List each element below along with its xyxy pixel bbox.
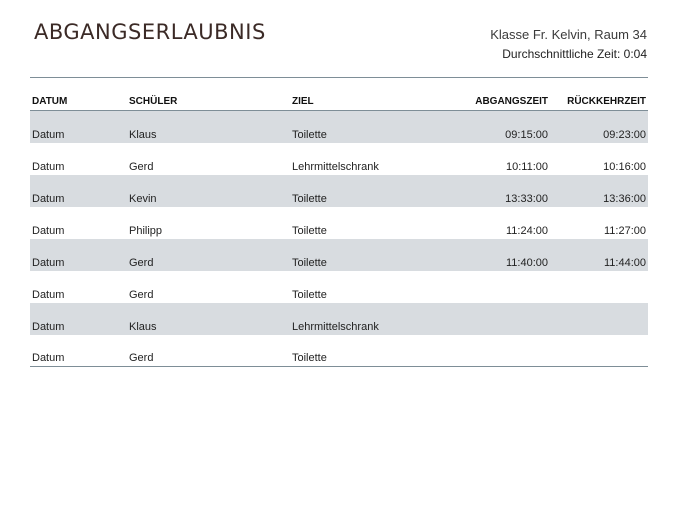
cell-return[interactable]: 09:23:00	[550, 111, 648, 143]
cell-destination[interactable]: Toilette	[290, 335, 430, 367]
table-header-row	[30, 93, 648, 111]
cell-destination[interactable]: Lehrmittelschrank	[290, 303, 430, 335]
average-time	[502, 47, 647, 61]
cell-student[interactable]: Gerd	[127, 335, 290, 367]
cell-departure[interactable]: 11:24:00	[505, 224, 548, 237]
cell-student[interactable]: Gerd	[127, 239, 290, 271]
cell-departure[interactable]: 13:33:00	[430, 175, 550, 207]
cell-student[interactable]: Philipp	[129, 224, 163, 237]
cell-return[interactable]	[550, 303, 648, 335]
class-info: Klasse Fr. Kelvin, Raum 34	[490, 27, 647, 42]
cell-destination[interactable]: Toilette	[290, 175, 430, 207]
table-row	[30, 303, 648, 335]
cell-date[interactable]: Datum	[32, 160, 65, 173]
cell-return[interactable]: 10:16:00	[603, 160, 646, 173]
cell-date[interactable]: Datum	[30, 111, 127, 143]
cell-return[interactable]	[550, 271, 648, 303]
cell-return[interactable]: 11:44:00	[550, 239, 648, 271]
cell-destination[interactable]: Lehrmittelschrank	[292, 160, 379, 173]
cell-destination[interactable]: Toilette	[290, 111, 430, 143]
table-row	[30, 335, 648, 367]
cell-departure[interactable]: 11:40:00	[430, 239, 550, 271]
cell-date[interactable]: Datum	[30, 335, 127, 367]
cell-return[interactable]: 13:36:00	[550, 175, 648, 207]
column-header-student[interactable]: SCHÜLER	[127, 93, 290, 111]
cell-student[interactable]: Klaus	[127, 111, 290, 143]
page-title: ABGANGSERLAUBNIS	[34, 20, 266, 44]
cell-destination[interactable]: Toilette	[290, 239, 430, 271]
cell-student[interactable]: Klaus	[127, 303, 290, 335]
table-row	[30, 239, 648, 271]
cell-student[interactable]: Gerd	[129, 160, 154, 173]
cell-return[interactable]: 11:27:00	[603, 224, 646, 237]
cell-departure[interactable]	[430, 271, 550, 303]
table-row	[30, 111, 648, 143]
cell-student[interactable]: Kevin	[127, 175, 290, 207]
table-row	[30, 143, 648, 175]
cell-departure[interactable]	[430, 303, 550, 335]
table-row	[30, 175, 648, 207]
average-time-label: Durchschnittliche Zeit:	[502, 47, 621, 61]
cell-departure[interactable]: 09:15:00	[430, 111, 550, 143]
header-divider	[30, 77, 648, 78]
table-row	[30, 207, 648, 239]
cell-student[interactable]: Gerd	[129, 288, 154, 301]
cell-date[interactable]: Datum	[32, 224, 65, 237]
cell-return[interactable]	[550, 335, 648, 367]
cell-destination[interactable]: Toilette	[292, 288, 327, 301]
average-time-value: 0:04	[623, 47, 647, 61]
column-header-departure[interactable]: ABGANGSZEIT	[430, 93, 550, 111]
column-header-return[interactable]: RÜCKKEHRZEIT	[550, 93, 648, 111]
table-row	[30, 271, 648, 303]
cell-date[interactable]: Datum	[30, 239, 127, 271]
cell-date[interactable]: Datum	[30, 175, 127, 207]
cell-departure[interactable]: 10:11:00	[505, 160, 548, 173]
hall-pass-table	[30, 93, 648, 367]
cell-date[interactable]: Datum	[30, 303, 127, 335]
cell-departure[interactable]	[430, 335, 550, 367]
column-header-date[interactable]: DATUM	[30, 93, 127, 111]
cell-destination[interactable]: Toilette	[292, 224, 327, 237]
column-header-destination[interactable]: ZIEL	[290, 93, 430, 111]
cell-date[interactable]: Datum	[32, 288, 65, 301]
